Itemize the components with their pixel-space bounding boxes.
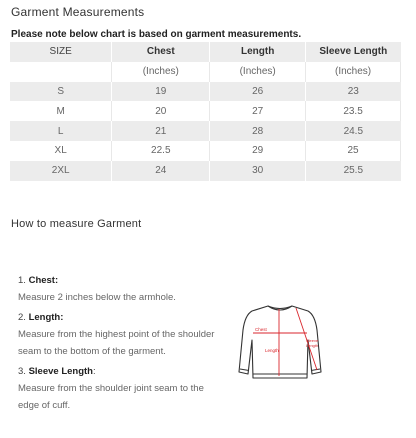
chest-cell: 20: [112, 101, 210, 121]
page-title: Garment Measurements: [11, 5, 145, 19]
size-cell: L: [10, 121, 112, 141]
table-header-row: [10, 42, 401, 62]
step-heading: [18, 272, 218, 289]
length-cell: 27: [210, 101, 306, 121]
step-number: 1.: [18, 275, 26, 286]
length-cell: 30: [210, 161, 306, 181]
size-chart-table: [10, 42, 401, 181]
chest-cell: 22.5: [112, 141, 210, 161]
step-title: Length:: [28, 312, 64, 323]
step-title: Sleeve Length: [28, 366, 93, 377]
unit-cell: (Inches): [306, 62, 401, 82]
sleeve-label: Sleeve: [306, 338, 319, 343]
sleeve-cell: 25.5: [343, 165, 364, 177]
sleeve-cell: 25: [306, 141, 401, 161]
sleeve-label-line2: Length: [306, 343, 319, 348]
unit-cell: [10, 62, 112, 82]
table-row: [10, 82, 401, 102]
howto-title: How to measure Garment: [11, 218, 142, 230]
table-units-row: [10, 62, 401, 82]
sweatshirt-diagram-icon: [232, 300, 328, 386]
step-text: Measure from the highest point of the shoulder seam to the bottom of the garment.: [18, 329, 215, 357]
size-cell: M: [10, 101, 112, 121]
chest-cell: 24: [112, 161, 210, 181]
step-title-suffix: :: [93, 366, 96, 377]
length-cell: 29: [210, 141, 306, 161]
chest-cell: 19: [112, 82, 210, 102]
step-text: Measure 2 inches below the armhole.: [18, 292, 176, 303]
length-label: Length: [265, 348, 279, 353]
step-number: 2.: [18, 312, 26, 323]
step-heading: [18, 309, 218, 326]
chest-label: Chest: [255, 327, 267, 332]
unit-cell: (Inches): [210, 62, 306, 82]
size-cell: XL: [10, 141, 112, 161]
size-cell: 2XL: [10, 161, 112, 181]
length-cell: 28: [210, 121, 306, 141]
step-title: Chest:: [28, 275, 59, 286]
header-chest: Chest: [112, 42, 210, 62]
length-cell: 26: [210, 82, 306, 102]
table-row: [10, 101, 401, 121]
measure-steps: [18, 272, 218, 417]
size-cell: S: [10, 82, 112, 102]
sleeve-cell: 24.5: [343, 125, 364, 137]
unit-cell: (Inches): [112, 62, 210, 82]
chest-cell: 21: [112, 121, 210, 141]
table-row: [10, 121, 401, 141]
left-cuff: [240, 369, 249, 371]
step-number: 3.: [18, 366, 26, 377]
header-size: SIZE: [10, 42, 112, 62]
table-row: [10, 141, 401, 161]
header-length: Length: [210, 42, 306, 62]
header-sleeve-length: Sleeve Length: [319, 46, 388, 58]
sleeve-cell: 23.5: [306, 101, 401, 121]
sleeve-cell: 23: [347, 85, 359, 97]
chart-note: Please note below chart is based on garment measurements.: [11, 29, 302, 40]
table-row: [10, 161, 401, 181]
step-text: Measure from the shoulder joint seam to the edge of cuff.: [18, 383, 204, 411]
right-cuff: [311, 369, 320, 371]
step-heading: [18, 363, 218, 380]
